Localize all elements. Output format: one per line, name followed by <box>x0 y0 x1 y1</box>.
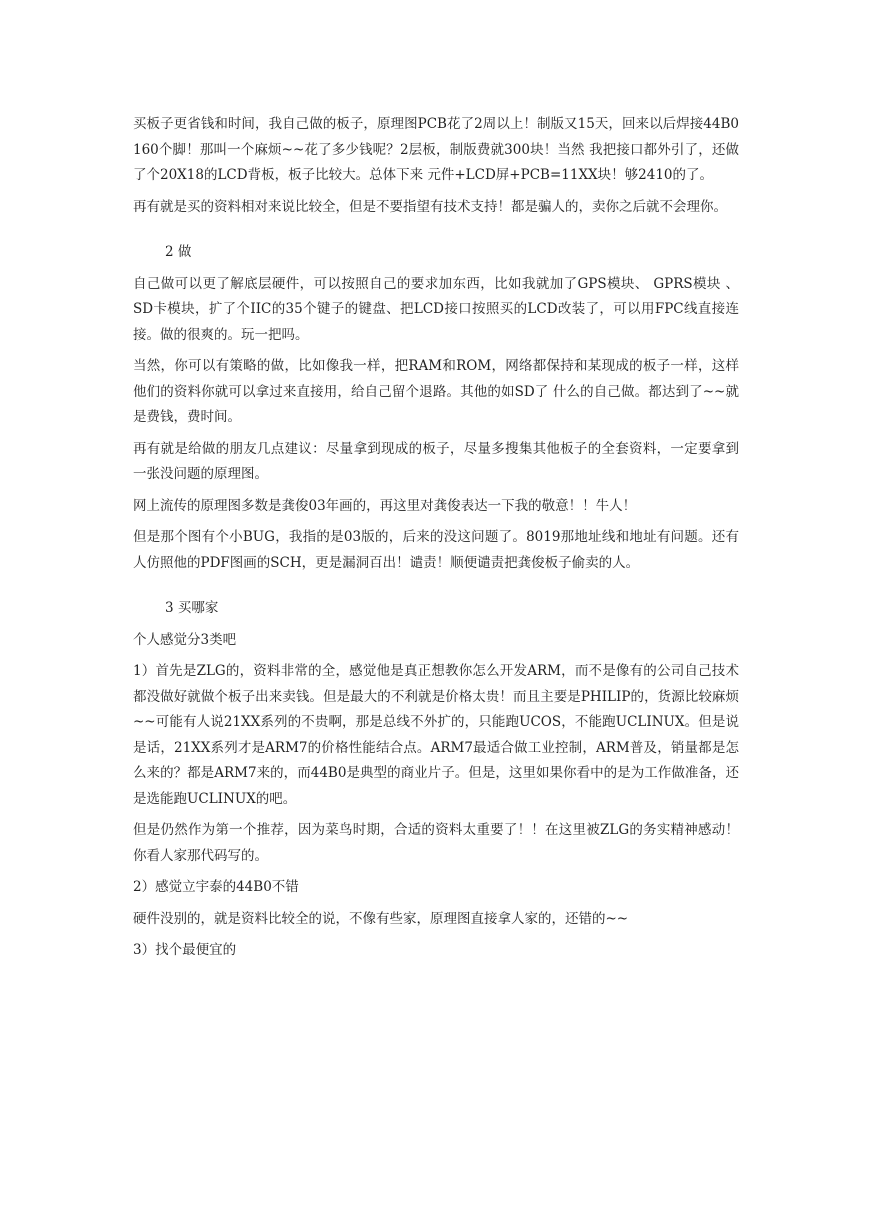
paragraph: 但是仍然作为第一个推荐，因为菜鸟时期，合适的资料太重要了！！在这里被ZLG的务实精神感动！你看人家那代码写的。 <box>133 822 739 864</box>
section-heading: 2 做 <box>165 244 192 260</box>
document-body <box>133 112 739 970</box>
paragraph: 3）找个最便宜的 <box>133 942 237 958</box>
paragraph: 当然，你可以有策略的做，比如像我一样，把RAM和ROM，网络都保持和某现成的板子一样，这样他们的资料你就可以拿过来直接用，给自己留个退路。其他的如SD了 什么的自己做。都达到了~~就是费钱，费时间。 <box>133 358 739 425</box>
paragraph: 自己做可以更了解底层硬件，可以按照自己的要求加东西，比如我就加了GPS模块、 GPRS模块 、SD卡模块，扩了个IIC的35个键子的键盘、把LCD接口按照买的LCD改装了，可以用FPC线直接连接。做的很爽的。玩一把吗。 <box>133 275 739 343</box>
paragraph: 硬件没别的，就是资料比较全的说，不像有些家，原理图直接拿人家的，还错的~~ <box>133 910 629 927</box>
paragraph: 网上流传的原理图多数是龚俊03年画的，再这里对龚俊表达一下我的敬意！！牛人！ <box>133 497 637 514</box>
paragraph: 2）感觉立宇泰的44B0不错 <box>133 879 299 895</box>
paragraph: 再有就是给做的朋友几点建议：尽量拿到现成的板子，尽量多搜集其他板子的全套资料，一定要拿到一张没问题的原理图。 <box>133 440 739 482</box>
paragraph: 1）首先是ZLG的，资料非常的全，感觉他是真正想教你怎么开发ARM，而不是像有的公司自己技术都没做好就做个板子出来卖钱。但是最大的不利就是价格太贵！而且主要是PHILIP的，货源比较麻烦~~可能有人说21XX系列的不贵啊，那是总线不外扩的，只能跑UCOS，不能跑UCLINUX。但是说是话，21XX系列才是ARM7的价格性能结合点。ARM7最适合做工业控制，ARM普及，销量都是怎么来的？都是ARM7来的，而44B0是典型的商业片子。但是，这里如果你看中的是为工作做准备，还是选能跑UCLINUX的吧。 <box>133 663 739 807</box>
paragraph: 再有就是买的资料相对来说比较全，但是不要指望有技术支持！都是骗人的，卖你之后就不会理你。 <box>133 198 727 215</box>
paragraph: 个人感觉分3类吧 <box>133 631 237 648</box>
section-heading: 3 买哪家 <box>165 600 219 616</box>
paragraph: 买板子更省钱和时间，我自己做的板子，原理图PCB花了2周以上！制版又15天，回来以后焊接44B0 160个脚！那叫一个麻烦~~花了多少钱呢？2层板，制版费就300块！当然 我把接口都外引了，还做了个20X18的LCD背板，板子比较大。总体下来 元件+LCD屏+PCB=11XX块！够2410的了。 <box>133 116 739 183</box>
paragraph: 但是那个图有个小BUG，我指的是03版的，后来的没这问题了。8019那地址线和地址有问题。还有人仿照他的PDF图画的SCH，更是漏洞百出！谴责！顺便谴责把龚俊板子偷卖的人。 <box>133 529 739 571</box>
